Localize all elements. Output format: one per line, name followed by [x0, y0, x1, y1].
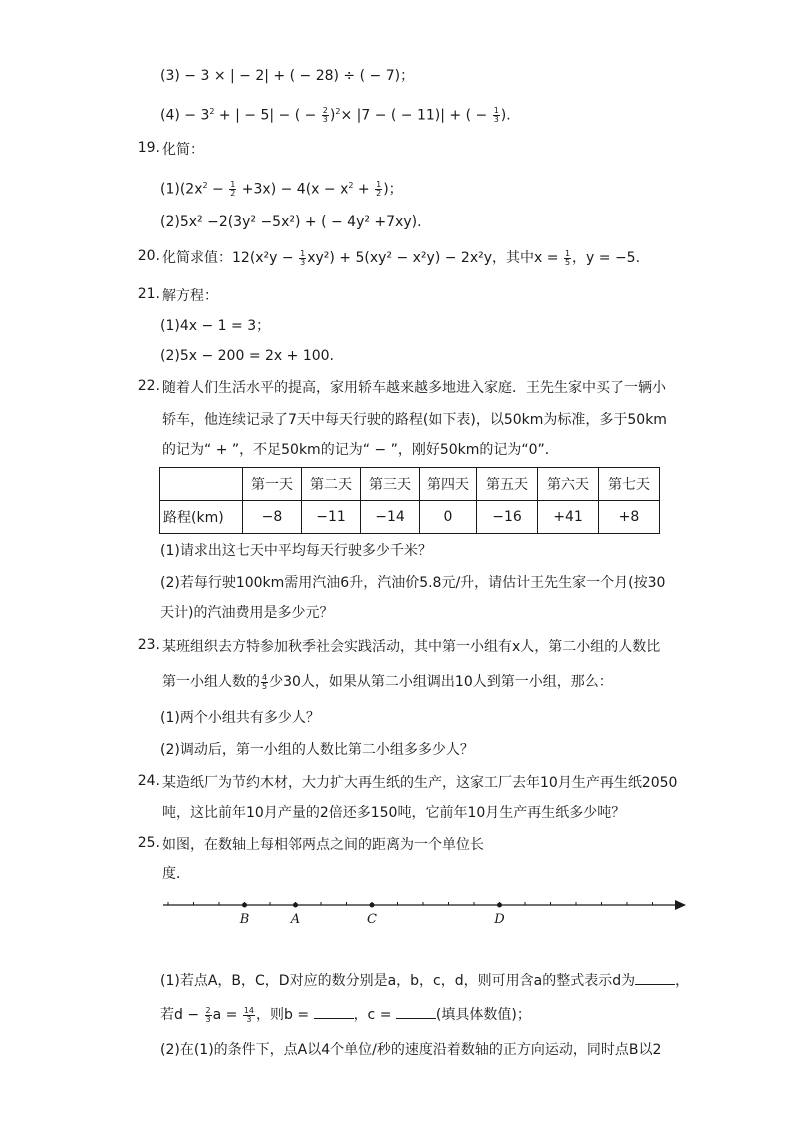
table-cell: −14 [361, 501, 420, 534]
point-b-label: B [239, 912, 250, 927]
q23-line2: 第一小组人数的 $\frac{4}{5}$ 少30人，如果从第二小组调出10人到第一小组，那么： [162, 672, 613, 691]
q21-part1: (1)4x − 1 = 3； [160, 318, 271, 334]
fraction-2-3: $\frac{2}{3}$ [205, 1005, 211, 1024]
q22-line1: 随着人们生活水平的提高，家用轿车越来越多地进入家庭．王先生家中买了一辆小 [162, 380, 666, 396]
number-line-diagram [0, 893, 794, 933]
fraction-1-3: $\frac{1}{3}$ [300, 248, 306, 267]
q18-part4-c: × |7 − ( − 11)| + ( − [340, 107, 492, 124]
q25-sub1-line2: 若d − $\frac{2}{3}$ a = $\frac{14}{3}$ ，则b = ，c = (填具体数值)； [160, 1005, 531, 1024]
fraction-1-5: $\frac{1}{5}$ [564, 248, 571, 267]
table-cell: −11 [302, 501, 361, 534]
q22-line3: 的记为“ + ”，不足50km的记为“ − ”，刚好50km的记为“0”． [162, 442, 559, 458]
q18-part4-b: + | − 5| − ( − [214, 107, 321, 124]
q25-sub2: (2)在(1)的条件下，点A以4个单位/秒的速度沿着数轴的正方向运动，同时点B以2 [160, 1042, 662, 1058]
table-cell: 第五天 [477, 468, 538, 501]
q19-part2: (2)5x² −2(3y² −5x²) + ( − 4y² +7xy). [160, 214, 422, 230]
table-cell: +41 [538, 501, 599, 534]
q18-exp: 2 [209, 107, 215, 116]
table-header-row [160, 468, 660, 501]
table-cell [160, 468, 243, 501]
q21-number: 21. [137, 286, 160, 302]
point-b-dot [242, 903, 247, 908]
q20-number: 20. [137, 248, 160, 264]
q19-title: 化简： [162, 142, 204, 158]
answer-blank-d[interactable] [635, 970, 675, 985]
fraction-14-3: $\frac{14}{3}$ [243, 1005, 255, 1024]
q25-line2: 度． [162, 866, 190, 882]
q23-line1: 某班组织去方特参加秋季社会实践活动，其中第一小组有x人，第二小组的人数比 [162, 639, 661, 655]
table-cell: 第一天 [243, 468, 302, 501]
table-cell: −8 [243, 501, 302, 534]
q18-part4-a: (4) − 3 [160, 107, 210, 124]
q23-sub1: (1)两个小组共有多少人？ [160, 710, 320, 726]
q21-part2: (2)5x − 200 = 2x + 100. [160, 348, 335, 364]
table-cell: 第七天 [599, 468, 660, 501]
table-cell: 0 [420, 501, 477, 534]
table-row [160, 501, 660, 534]
q23-number: 23. [137, 637, 160, 653]
table-cell: 第三天 [361, 468, 420, 501]
arrow-right-icon [675, 900, 686, 910]
q18-part4: $(4) - 3^2$ + | − 5| − ( − $\frac{2}{3}$ )$^2$× |7 − ( − 11)| + ( − $\frac{1}{3}$ ). [160, 106, 511, 125]
point-c-label: C [367, 912, 377, 927]
table-cell: 第二天 [302, 468, 361, 501]
q24-number: 24. [137, 773, 160, 789]
q22-line2: 轿车，他连续记录了7天中每天行驶的路程(如下表)，以50km为标准，多于50km [162, 412, 667, 428]
q18-part3: (3) − 3 × | − 2| + ( − 28) ÷ ( − 7)； [160, 68, 415, 84]
q22-number: 22. [137, 378, 160, 394]
table-cell: 第四天 [420, 468, 477, 501]
route-table [159, 467, 660, 534]
table-cell: 第六天 [538, 468, 599, 501]
fraction-1-2: $\frac{1}{2}$ [230, 180, 236, 199]
answer-blank-b[interactable] [314, 1004, 354, 1019]
fraction-4-5: $\frac{4}{5}$ [262, 672, 268, 691]
q20-text: 化简求值：12(x²y − $\frac{1}{3}$ xy²) + 5(xy² − x²y) − 2x²y，其中x = $\frac{1}{5}$ ，y = −5. [162, 248, 641, 267]
q22-sub1: (1)请求出这七天中平均每天行驶多少千米？ [160, 543, 432, 559]
q19-number: 19. [137, 140, 160, 156]
q22-sub2-line2: 天计)的汽油费用是多少元？ [160, 605, 334, 621]
point-c-dot [370, 903, 375, 908]
q24-line1: 某造纸厂为节约木材，大力扩大再生纸的生产，这家工厂去年10月生产再生纸2050 [162, 775, 678, 791]
q25-sub1-line1: (1)若点A，B，C，D对应的数分别是a，b，c，d，则可用含a的整式表示d为 ， [160, 970, 689, 991]
q19-part1: $(1)(2x^2$ − $\frac{1}{2}$ $+3x) - 4(x - x^2$ + $\frac{1}{2}$ )； [160, 180, 403, 199]
q21-title: 解方程： [162, 288, 218, 304]
table-row-label: 路程(km) [160, 501, 243, 534]
fraction-2-3: $\frac{2}{3}$ [322, 106, 328, 125]
q25-number: 25. [137, 835, 160, 851]
q25-line1: 如图，在数轴上每相邻两点之间的距离为一个单位长 [162, 837, 484, 853]
q24-line2: 吨，这比前年10月产量的2倍还多150吨，它前年10月生产再生纸多少吨？ [162, 805, 626, 821]
point-d-label: D [494, 912, 505, 927]
point-a-label: A [290, 912, 301, 927]
table-cell: +8 [599, 501, 660, 534]
table-cell: −16 [477, 501, 538, 534]
fraction-1-2b: $\frac{1}{2}$ [376, 180, 382, 199]
fraction-1-3: $\frac{1}{3}$ [493, 106, 499, 125]
q22-sub2-line1: (2)若每行驶100km需用汽油6升，汽油价5.8元/升，请估计王先生家一个月(按30 [160, 575, 666, 591]
point-d-dot [497, 903, 502, 908]
answer-blank-c[interactable] [396, 1004, 436, 1019]
axis-points [239, 903, 506, 928]
point-a-dot [293, 903, 298, 908]
q18-exp2: 2 [335, 107, 341, 116]
q18-part4-d: ). [500, 107, 511, 124]
q23-sub2: (2)调动后，第一小组的人数比第二小组多多少人？ [160, 742, 474, 758]
